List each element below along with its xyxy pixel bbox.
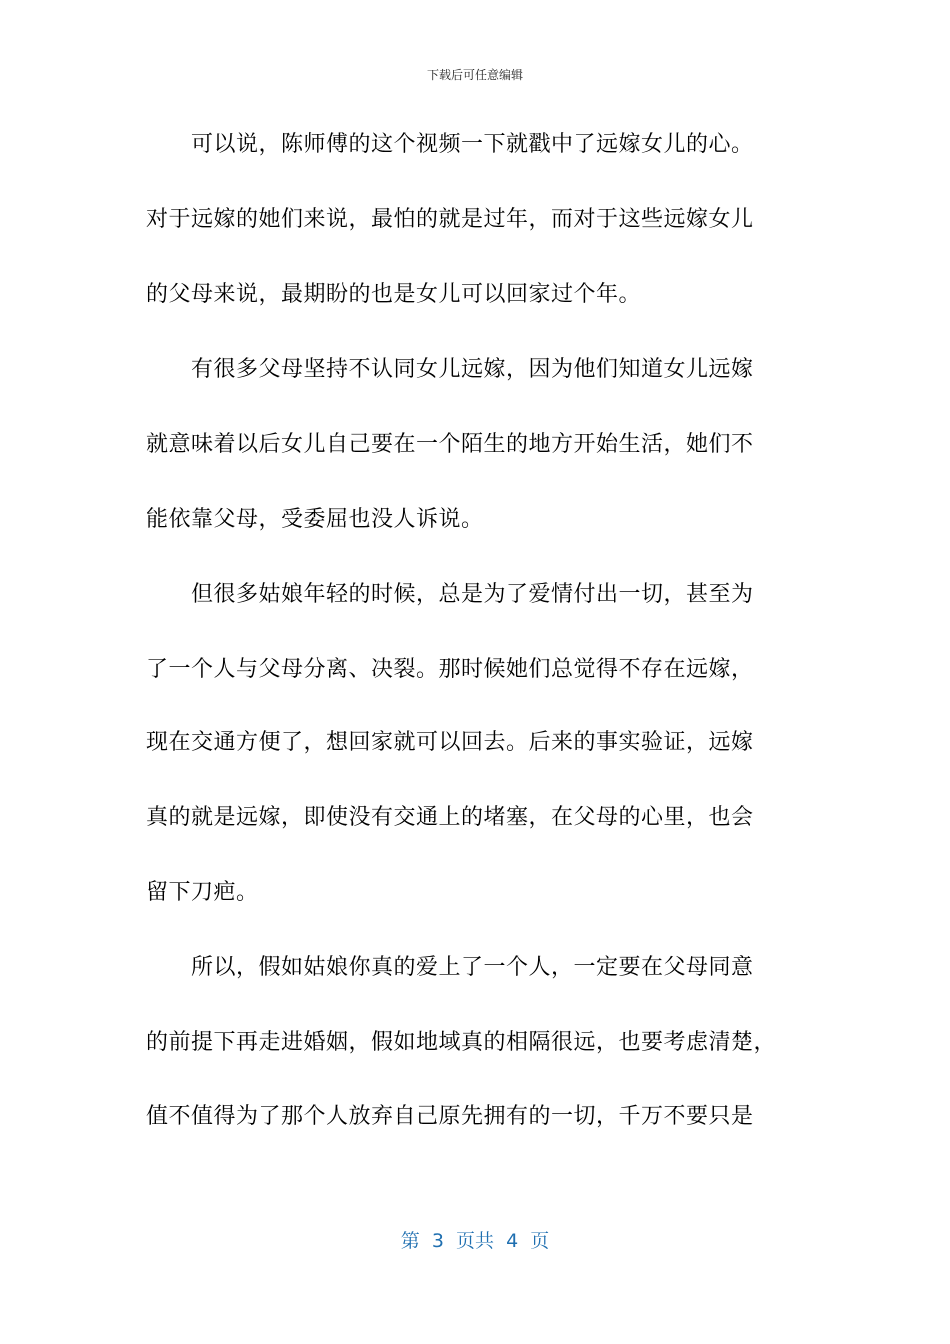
body-line: 所以，假如姑娘你真的爱上了一个人，一定要在父母同意 bbox=[146, 955, 754, 980]
body-line: 了一个人与父母分离、决裂。那时候她们总觉得不存在远嫁， bbox=[146, 657, 754, 682]
body-line: 对于远嫁的她们来说，最怕的就是过年，而对于这些远嫁女儿 bbox=[146, 207, 754, 232]
body-line: 就意味着以后女儿自己要在一个陌生的地方开始生活，她们不 bbox=[146, 432, 754, 457]
body-line: 能依靠父母，受委屈也没人诉说。 bbox=[146, 507, 484, 532]
body-line: 的前提下再走进婚姻，假如地域真的相隔很远，也要考虑清楚， bbox=[146, 1030, 777, 1055]
body-line: 但很多姑娘年轻的时候，总是为了爱情付出一切，甚至为 bbox=[146, 582, 754, 607]
body-line: 有很多父母坚持不认同女儿远嫁，因为他们知道女儿远嫁 bbox=[146, 357, 754, 382]
body-line: 值不值得为了那个人放弃自己原先拥有的一切，千万不要只是 bbox=[146, 1104, 754, 1129]
body-line: 留下刀疤。 bbox=[146, 880, 259, 905]
body-line: 现在交通方便了，想回家就可以回去。后来的事实验证，远嫁 bbox=[146, 730, 754, 755]
header-note: 下载后可任意编辑 bbox=[426, 68, 523, 82]
body-line: 可以说，陈师傅的这个视频一下就戳中了远嫁女儿的心。 bbox=[146, 132, 754, 157]
page-number-footer: 第 3 页共 4 页 bbox=[400, 1230, 550, 1252]
body-line: 的父母来说，最期盼的也是女儿可以回家过个年。 bbox=[146, 282, 642, 307]
body-line: 真的就是远嫁，即使没有交通上的堵塞，在父母的心里，也会 bbox=[146, 805, 754, 830]
